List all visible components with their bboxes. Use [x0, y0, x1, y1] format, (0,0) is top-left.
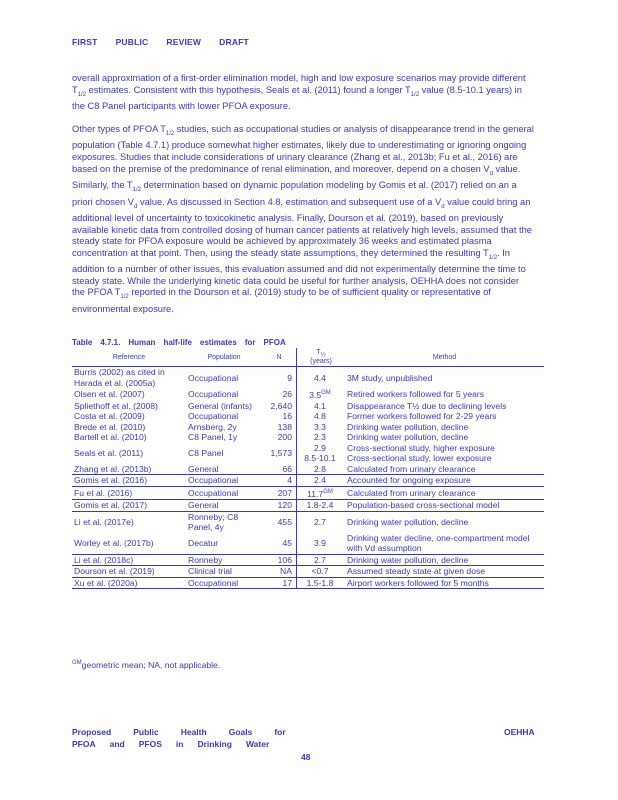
cell-half-life: 1.5-1.8 [297, 577, 346, 589]
cell-n: 200 [262, 432, 297, 443]
cell-reference: Brede et al. (2010) [74, 421, 146, 432]
col-reference: Reference [72, 348, 186, 367]
cell-n: 17 [262, 577, 297, 589]
cell-n: 106 [262, 554, 297, 566]
cell-method: Drinking water pollution, decline [347, 432, 469, 443]
table-row [72, 577, 544, 589]
cell-half-life: 2.3 [314, 432, 326, 443]
cell-n: 455 [262, 511, 297, 533]
cell-population: Ronneby; C8 Panel, 4y [188, 511, 239, 533]
cell-n: 9 [262, 367, 297, 389]
table-row [72, 475, 544, 487]
cell-n: 16 [262, 411, 297, 422]
cell-n: 45 [262, 533, 297, 555]
cell-method: Former workers followed for 2-29 years [347, 411, 497, 422]
table-row [72, 486, 544, 499]
cell-half-life: <0.7 [297, 566, 346, 578]
cell-reference: Dourson et al. (2019) [72, 566, 186, 578]
footer-org: OEHHA [504, 727, 535, 737]
cell-population: General (infants) [188, 400, 253, 411]
cell-reference: Fu et al. (2016) [72, 486, 186, 499]
page-number: 48 [301, 752, 311, 762]
cell-n: 66 [262, 464, 297, 475]
cell-half-life: 4.4 [314, 372, 326, 383]
table-row [72, 566, 544, 578]
col-n: N [262, 348, 297, 367]
col-half-life: $T_{\frac{1}{2}}$ (years) [297, 348, 346, 367]
cell-method: Accounted for ongoing exposure [345, 475, 544, 487]
cell-reference: Worley et al. (2017b) [74, 537, 154, 548]
cell-population: Arnsberg, 2y [188, 421, 237, 432]
cell-reference: Li et al. (2017e) [74, 516, 134, 527]
cell-reference: Costa et al. (2009) [74, 411, 145, 422]
cell-population: General [186, 500, 262, 512]
cell-n: 207 [262, 486, 297, 499]
cell-method: Calculated from urinary clearance [345, 464, 544, 475]
table-row [72, 367, 544, 389]
table-row [72, 422, 544, 433]
cell-method: Disappearance T½ due to declining levels [347, 400, 507, 411]
cell-method: Cross-sectional study, higher exposure Cross-sectional study, lower exposure [347, 442, 495, 464]
draft-header: FIRST PUBLIC REVIEW DRAFT [72, 37, 249, 47]
cell-reference: Spliethoff et al. (2008) [74, 400, 158, 411]
table-row [72, 533, 544, 555]
cell-population: C8 Panel [188, 448, 224, 458]
cell-population: Occupational [188, 389, 239, 400]
cell-half-life: 4.8 [314, 411, 326, 422]
table-row [72, 464, 544, 475]
cell-n: 2,640 [262, 401, 297, 412]
cell-population: Occupational [188, 372, 239, 383]
cell-population: General [186, 464, 262, 475]
table-row [72, 554, 544, 566]
cell-half-life: 3.9 [314, 537, 326, 548]
cell-reference: Burris (2002) as cited in Harada et al. (2005a) [74, 367, 165, 388]
footer-line-1: Proposed Public Health Goals for [72, 727, 286, 737]
table-caption: Table 4.7.1. Human half-life estimates for PFOA [72, 338, 286, 347]
cell-population: Occupational [186, 486, 262, 499]
cell-half-life: 2.7 [314, 516, 326, 527]
half-life-table [72, 348, 544, 589]
cell-method: Population-based cross-sectional model [345, 500, 544, 512]
table-header-row [72, 348, 544, 367]
cell-half-life: 1.8-2.4 [297, 500, 346, 512]
cell-half-life: 3.3 [314, 421, 326, 432]
cell-half-life: $11.7^{GM}$ [297, 486, 346, 499]
cell-reference: Xu et al. (2020a) [72, 577, 186, 589]
table-row [72, 388, 544, 400]
cell-half-life: 2.7 [297, 554, 346, 566]
cell-reference: Gomis et al. (2016) [72, 475, 186, 487]
table-row [72, 411, 544, 422]
cell-method: Drinking water pollution, decline [347, 421, 469, 432]
cell-method: 3M study, unpublished [347, 372, 433, 383]
footer-line-2: PFOA and PFOS in Drinking Water [72, 739, 270, 749]
cell-method: Drinking water decline, one-compartment model with Vd assumption [347, 532, 530, 554]
cell-reference: Olsen et al. (2007) [74, 389, 145, 400]
cell-population: Ronneby [186, 554, 262, 566]
cell-population: C8 Panel, 1y [188, 432, 238, 443]
cell-n: 1,573 [262, 443, 297, 464]
paragraph-2: Other types of PFOA $T_{1/2}$ studies, such as occupational studies or analysis of disappearance trend in the general population (Table 4.7.1) produce somewhat higher estimates, likely due to underestimating or ignoring ongoing exposures. Studies that include considerations of urinary clearance (Zhang et al., 2013b; Fu et al., 2016) are based on the premise of the predominance of renal elimination, and moreover, depend on a chosen $V_d$ value. Similarly, the $T_{1/2}$ determination based on dynamic population modeling by Gomis et al. (2017) relied on an a priori chosen $V_d$ value. As discussed in Section 4.8, estimation and subsequent use of a $V_d$ value could bring an additional level of uncertainty to toxicokinetic analysis. Finally, Dourson et al. (2019), based on previously available kinetic data from controlled dosing of human cancer patients at relatively high levels, assumed that the steady state for PFOA exposure would be achieved by approximately 36 weeks and estimated plasma concentration at that point. Then, using the steady state assumptions, they determined the resulting $T_{1/2}$. In addition to a number of other issues, this evaluation assumed and did not experimentally determine the time to steady state. While the underlying kinetic data could be useful for further analysis, OEHHA does not consider the PFOA $T_{1/2}$ reported in the Dourson et al. (2019) study to be of sufficient quality or representative of environmental exposure. [72, 124, 534, 314]
cell-n: 26 [262, 388, 297, 400]
cell-method: Assumed steady state at given dose [345, 566, 544, 578]
table-row [72, 443, 544, 464]
cell-half-life: 2.9 8.5-10.1 [304, 442, 336, 464]
paragraph-1: overall approximation of a first-order elimination model, high and low exposure scenarios may provide different $T_{1/2}$ estimates. Consistent with this hypothesis, Seals et al. (2011) found a longer $T_{1/2}$ value (8.5-10.1 years) in the C8 Panel participants with lower PFOA exposure. [72, 73, 526, 112]
table-row [72, 500, 544, 512]
cell-method: Airport workers followed for 5 months [345, 577, 544, 589]
cell-reference: Zhang et al. (2013b) [72, 464, 186, 475]
cell-n: 138 [262, 422, 297, 433]
cell-population: Occupational [188, 411, 239, 422]
cell-reference: Seals et al. (2011) [74, 448, 144, 458]
cell-method: Drinking water pollution, decline [347, 516, 469, 527]
cell-n: 120 [262, 500, 297, 512]
cell-method: Retired workers followed for 5 years [347, 389, 485, 400]
cell-method: Calculated from urinary clearance [345, 486, 544, 499]
cell-half-life: 2.8 [297, 464, 346, 475]
cell-reference: Li et al. (2018c) [72, 554, 186, 566]
cell-population: Occupational [186, 475, 262, 487]
cell-n: NA [262, 566, 297, 578]
col-population: Population [186, 348, 262, 367]
cell-n: 4 [262, 475, 297, 487]
table-row [72, 511, 544, 533]
cell-population: Clinical trial [186, 566, 262, 578]
cell-half-life: $3.5^{GM}$ [309, 390, 331, 401]
table-row [72, 432, 544, 443]
col-method: Method [345, 348, 544, 367]
cell-half-life: 4.1 [314, 400, 326, 411]
cell-reference: Bartell et al. (2010) [74, 432, 147, 443]
table-row [72, 401, 544, 412]
cell-method: Drinking water pollution, decline [345, 554, 544, 566]
cell-population: Occupational [186, 577, 262, 589]
cell-half-life: 2.4 [297, 475, 346, 487]
cell-reference: Gomis et al. (2017) [72, 500, 186, 512]
cell-population: Decatur [188, 537, 219, 548]
table-footnote: $^{GM}$geometric mean; NA, not applicable. [72, 660, 221, 670]
